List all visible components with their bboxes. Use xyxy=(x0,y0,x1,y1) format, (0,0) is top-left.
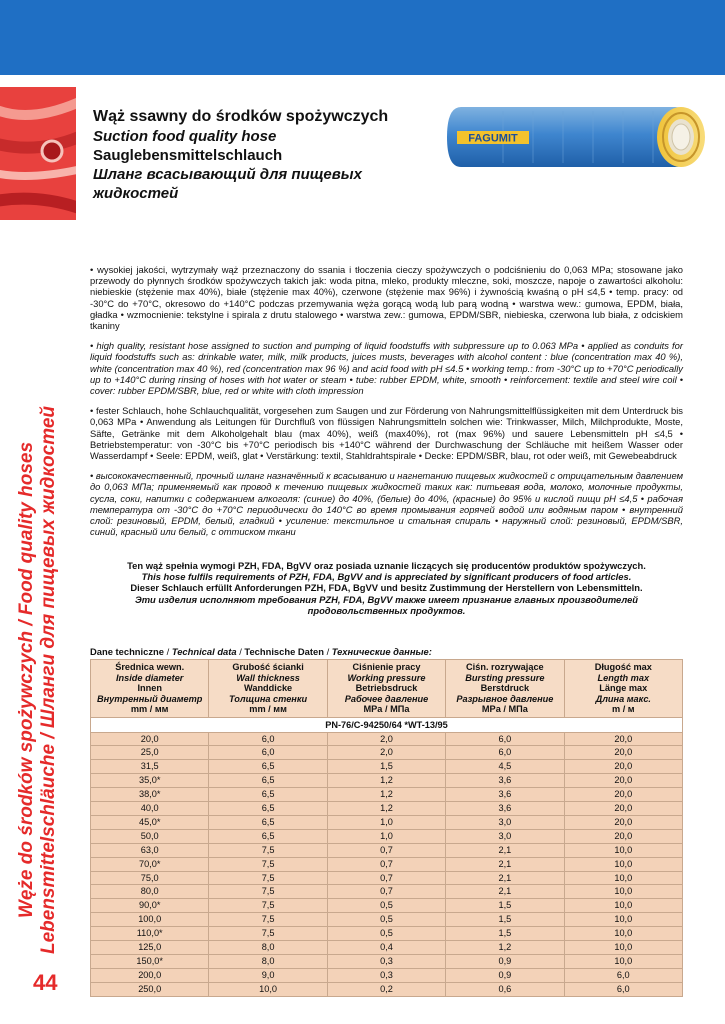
table-cell: 7,5 xyxy=(209,857,327,871)
table-row xyxy=(91,829,683,843)
header-pl: Długość max xyxy=(594,662,652,672)
table-cell: 35,0* xyxy=(91,774,209,788)
table-cell: 20,0 xyxy=(564,774,682,788)
table-cell: 7,5 xyxy=(209,871,327,885)
table-cell: 7,5 xyxy=(209,913,327,927)
table-cell: 8,0 xyxy=(209,941,327,955)
caption-separator: / xyxy=(323,646,332,657)
table-cell: 6,0 xyxy=(446,732,564,746)
description-russian: • высококачественный, прочный шланг назначённый к всасыванию и нагнетанию пищевых жидкостей с отрицательным давлением до 0,063 МПа; применяемый как провод к течению пищевых жидкостей таких как: питьевая вода, молоко, молочные продукты, сусла, соки, напитки с содержанием алкоголя: (синие) до 40%, (белые) до 40%, (красные) до 95% и кислой пищи pH ≤4,5 • рабочая температура от -30°C до +70°C периодически до 140°C во время промывания горячей водой или водяным паром • внутренний слой: резиновый, EPDM, белый, гладкий • усиление: текстильное и стальная спираль • наружный слой: резиновый, EPDM/SBR, синий, красный или белый, с оттиском ткани xyxy=(90,470,683,538)
table-cell: 3,0 xyxy=(446,815,564,829)
table-row xyxy=(91,857,683,871)
table-cell: 20,0 xyxy=(564,746,682,760)
table-row xyxy=(91,746,683,760)
standard-row xyxy=(91,717,683,732)
table-cell: 0,2 xyxy=(327,982,445,996)
header-de: Wanddicke xyxy=(244,683,293,693)
table-cell: 1,2 xyxy=(446,941,564,955)
table-cell: 7,5 xyxy=(209,885,327,899)
table-cell: 0,5 xyxy=(327,927,445,941)
table-caption xyxy=(90,646,432,657)
column-header-working-pressure xyxy=(327,660,445,718)
table-cell: 20,0 xyxy=(564,760,682,774)
table-cell: 6,5 xyxy=(209,788,327,802)
table-cell: 2,0 xyxy=(327,746,445,760)
header-en: Inside diameter xyxy=(115,672,184,683)
header-unit: mm / мм xyxy=(249,704,287,714)
table-cell: 7,5 xyxy=(209,843,327,857)
description-german: • fester Schlauch, hohe Schlauchqualität, vorgesehen zum Saugen und zur Förderung von Nahrungsmittelflüssigkeiten mit dem Unterdruck bis 0,063 MPa • Anwendung als Leitungen für Durchfluß von flüssigen Nahrungsmitteln solchen wie: Trinkwasser, Milch, Milchprodukte, Moste, Säfte, Getränke mit dem Alkoholgehalt blau (max 40%), weiß (max40%), rot (max 96%) und sauere Lebensmitteln pH ≤4,5 • Betriebstemperatur: von -30°C bis +70°C periodisch bis +140°C während der Durchwaschung der Schläuche mit heißem Wasser oder Wasserdampf • Seele: EPDM, weiß, glat • Verstärkung: textil, Stahldrahtspirale • Decke: EPDM/SBR, blau, rot oder weiß, mit Gewebeabdruck xyxy=(90,405,683,462)
table-cell: 110,0* xyxy=(91,927,209,941)
header-en: Working pressure xyxy=(347,672,426,683)
table-cell: 0,7 xyxy=(327,885,445,899)
table-cell: 2,1 xyxy=(446,871,564,885)
header-unit: mm / мм xyxy=(130,704,169,714)
header-de: Betriebsdruck xyxy=(355,683,418,693)
table-cell: 7,5 xyxy=(209,927,327,941)
table-cell: 63,0 xyxy=(91,843,209,857)
table-cell: 20,0 xyxy=(564,815,682,829)
side-title-block xyxy=(16,406,60,954)
table-cell: 0,7 xyxy=(327,843,445,857)
table-row xyxy=(91,871,683,885)
table-cell: 10,0 xyxy=(564,871,682,885)
table-cell: 3,6 xyxy=(446,802,564,816)
table-cell: 10,0 xyxy=(564,913,682,927)
title-german: Sauglebensmittelschlauch xyxy=(93,147,283,164)
header-pl: Ciśn. rozrywające xyxy=(466,662,544,672)
table-cell: 6,5 xyxy=(209,760,327,774)
table-cell: 6,0 xyxy=(564,982,682,996)
table-cell: 200,0 xyxy=(91,968,209,982)
table-cell: 1,5 xyxy=(446,913,564,927)
table-row xyxy=(91,899,683,913)
table-cell: 20,0 xyxy=(564,829,682,843)
table-cell: 0,5 xyxy=(327,913,445,927)
table-cell: 0,9 xyxy=(446,955,564,969)
header-ru: Толщина стенки xyxy=(229,693,308,704)
approval-statement xyxy=(90,560,683,616)
table-row xyxy=(91,815,683,829)
header-ru: Разрывное давление xyxy=(456,693,554,704)
table-cell: 38,0* xyxy=(91,788,209,802)
header-pl: Średnica wewn. xyxy=(115,662,185,672)
table-row xyxy=(91,968,683,982)
table-cell: 1,5 xyxy=(446,927,564,941)
header-pl: Ciśnienie pracy xyxy=(352,662,421,672)
table-row xyxy=(91,774,683,788)
table-row xyxy=(91,927,683,941)
table-cell: 20,0 xyxy=(564,788,682,802)
table-cell: 250,0 xyxy=(91,982,209,996)
description-english: • high quality, resistant hose assigned to suction and pumping of liquid foodstuffs with subpressure up to 0.063 MPa • applied as conduits for liquid foodstuffs such as: drinkable water, milk, milk products, juices musts, beverages with alcohol content : blue (concentration max 40 %), white (concentration max 40 %), red (concentration max 96 %) and acid food with pH ≤4.5 • working temp.: from -30°C up to +70°C periodically up to +140°C during rinsing of hoses with hot water or steam • tube: rubber EPDM, white, smooth • reinforcement: textile and steel wire coil • cover: rubber EPDM/SBR, blue, red or white with cloth impression xyxy=(90,340,683,397)
table-cell: 10,0 xyxy=(564,843,682,857)
table-cell: 20,0 xyxy=(564,732,682,746)
table-cell: 8,0 xyxy=(209,955,327,969)
caption-separator: / xyxy=(236,646,245,657)
table-cell: 9,0 xyxy=(209,968,327,982)
table-cell: 10,0 xyxy=(209,982,327,996)
table-cell: 75,0 xyxy=(91,871,209,885)
table-cell: 10,0 xyxy=(564,927,682,941)
header-unit: MPa / МПа xyxy=(481,704,528,714)
table-cell: 6,5 xyxy=(209,774,327,788)
table-cell: 20,0 xyxy=(564,802,682,816)
caption-polish: Dane techniczne xyxy=(90,646,164,657)
table-row xyxy=(91,982,683,996)
table-cell: 50,0 xyxy=(91,829,209,843)
standard-reference: PN-76/C-94250/64 *WT-13/95 xyxy=(91,717,683,732)
table-cell: 1,5 xyxy=(327,760,445,774)
caption-german: Technische Daten xyxy=(244,646,324,657)
table-row xyxy=(91,955,683,969)
table-cell: 3,6 xyxy=(446,774,564,788)
table-cell: 20,0 xyxy=(91,732,209,746)
table-body xyxy=(91,717,683,996)
table-cell: 0,6 xyxy=(446,982,564,996)
table-cell: 1,2 xyxy=(327,802,445,816)
approval-russian-line1: Эти изделия исполняют требования PZH, FDA, BgVV также имеет признание главных производителей xyxy=(134,593,639,605)
table-cell: 10,0 xyxy=(564,941,682,955)
table-row xyxy=(91,802,683,816)
table-cell: 0,9 xyxy=(446,968,564,982)
table-cell: 2,1 xyxy=(446,885,564,899)
table-row xyxy=(91,760,683,774)
table-cell: 10,0 xyxy=(564,899,682,913)
table-cell: 100,0 xyxy=(91,913,209,927)
header-ru: Внутренный диаметр xyxy=(97,693,203,704)
column-header-length-max xyxy=(564,660,682,718)
header-ru: Длина макс. xyxy=(595,693,651,704)
table-cell: 0,7 xyxy=(327,857,445,871)
table-row xyxy=(91,941,683,955)
table-cell: 40,0 xyxy=(91,802,209,816)
column-header-inside-diameter xyxy=(91,660,209,718)
table-cell: 6,0 xyxy=(446,746,564,760)
table-cell: 31,5 xyxy=(91,760,209,774)
table-cell: 1,0 xyxy=(327,829,445,843)
table-cell: 125,0 xyxy=(91,941,209,955)
table-cell: 80,0 xyxy=(91,885,209,899)
table-row xyxy=(91,732,683,746)
table-cell: 10,0 xyxy=(564,857,682,871)
hose-product-image xyxy=(443,103,713,171)
table-cell: 0,5 xyxy=(327,899,445,913)
table-cell: 1,5 xyxy=(446,899,564,913)
title-english: Suction food quality hose xyxy=(93,128,277,145)
product-header xyxy=(93,107,433,203)
header-en: Bursting pressure xyxy=(465,672,545,683)
header-unit: m / м xyxy=(611,704,635,714)
top-color-bar xyxy=(0,0,725,75)
header-en: Wall thickness xyxy=(236,672,300,683)
table-cell: 6,0 xyxy=(209,746,327,760)
header-de: Innen xyxy=(137,683,162,693)
table-row xyxy=(91,913,683,927)
product-description xyxy=(90,264,683,546)
table-cell: 1,0 xyxy=(327,815,445,829)
table-cell: 3,0 xyxy=(446,829,564,843)
header-en: Length max xyxy=(597,672,650,683)
table-cell: 0,3 xyxy=(327,968,445,982)
table-cell: 10,0 xyxy=(564,885,682,899)
table-row xyxy=(91,843,683,857)
description-polish: • wysokiej jakości, wytrzymały wąż przeznaczony do ssania i tłoczenia cieczy spożywczych o podciśnieniu do 0,063 MPa; stosowane jako przewody do płynnych środków spożywczych takich jak: woda pitna, mleko, produkty mleczne, soki, moszcze, napoje o zawartości alkoholu: niebieskie (stężenie max 40%), białe (stężenie max 40%), czerwone (stężenie max 96%) i żywnością kwaśną o pH ≤4,5 • temp. pracy: od -30°C do +70°C, okresowo do +140°C podczas przemywania węża gorącą wodą lub parą wodną • warstwa wew.: gumowa, EPDM, biała, gładka • wzmocnienie: tekstylne i spirala z drutu stalowego • warstwa zew.: gumowa, EPDM/SBR, niebieska, czerwona lub biała, z odciskiem tkaniny xyxy=(90,264,683,332)
caption-english: Technical data xyxy=(171,646,237,657)
table-row xyxy=(91,885,683,899)
table-cell: 6,5 xyxy=(209,829,327,843)
table-header-row xyxy=(91,660,683,718)
table-cell: 0,4 xyxy=(327,941,445,955)
header-pl: Grubość ścianki xyxy=(232,662,304,672)
table-cell: 10,0 xyxy=(564,955,682,969)
table-cell: 6,5 xyxy=(209,802,327,816)
approval-german: Dieser Schlauch erfüllt Anforderungen PZH, FDA, BgVV und besitz Zustimmung der Herstellern von Lebensmitteln. xyxy=(130,582,643,594)
caption-russian: Технические данные: xyxy=(331,646,432,657)
table-cell: 45,0* xyxy=(91,815,209,829)
caption-separator: / xyxy=(163,646,172,657)
table-cell: 3,6 xyxy=(446,788,564,802)
table-cell: 6,0 xyxy=(564,968,682,982)
approval-english: This hose fulfils requirements of PZH, FDA, BgVV and is appreciated by significant producers of food articles. xyxy=(141,571,632,583)
table-cell: 2,0 xyxy=(327,732,445,746)
side-section-title xyxy=(0,400,76,960)
technical-data-table xyxy=(90,659,683,997)
page-number: 44 xyxy=(33,970,58,995)
table-cell: 2,1 xyxy=(446,843,564,857)
table-cell: 4,5 xyxy=(446,760,564,774)
header-unit: MPa / МПа xyxy=(363,704,410,714)
header-de: Länge max xyxy=(599,683,648,693)
header-de: Berstdruck xyxy=(480,683,530,693)
column-header-bursting-pressure xyxy=(446,660,564,718)
hose-bundle-photo xyxy=(0,87,76,220)
approval-russian-line2: продовольственных продуктов. xyxy=(307,604,466,616)
table-cell: 25,0 xyxy=(91,746,209,760)
table-row xyxy=(91,788,683,802)
header-ru: Рабочее давление xyxy=(344,693,429,704)
table-cell: 2,1 xyxy=(446,857,564,871)
table-cell: 0,7 xyxy=(327,871,445,885)
table-cell: 150,0* xyxy=(91,955,209,969)
table-cell: 7,5 xyxy=(209,899,327,913)
table-cell: 70,0* xyxy=(91,857,209,871)
brand-logo: FAGUMIT xyxy=(468,132,518,145)
side-title-line1: Węże do środków spożywczych / Food quality hoses xyxy=(16,441,37,919)
table-cell: 0,3 xyxy=(327,955,445,969)
column-header-wall-thickness xyxy=(209,660,327,718)
table-cell: 6,0 xyxy=(209,732,327,746)
side-title-line2: Lebensmittelschläuche / Шланги для пищевых жидкостей xyxy=(38,405,59,955)
table-cell: 90,0* xyxy=(91,899,209,913)
title-polish: Wąż ssawny do środków spożywczych xyxy=(93,108,389,125)
approval-polish: Ten wąż spełnia wymogi PZH, FDA, BgVV oraz posiada uznanie liczących się producentów produktów spożywczych. xyxy=(127,560,646,571)
table-cell: 1,2 xyxy=(327,788,445,802)
title-russian: Шланг всасывающий для пищевых жидкостей xyxy=(93,166,362,202)
table-cell: 6,5 xyxy=(209,815,327,829)
table-cell: 1,2 xyxy=(327,774,445,788)
